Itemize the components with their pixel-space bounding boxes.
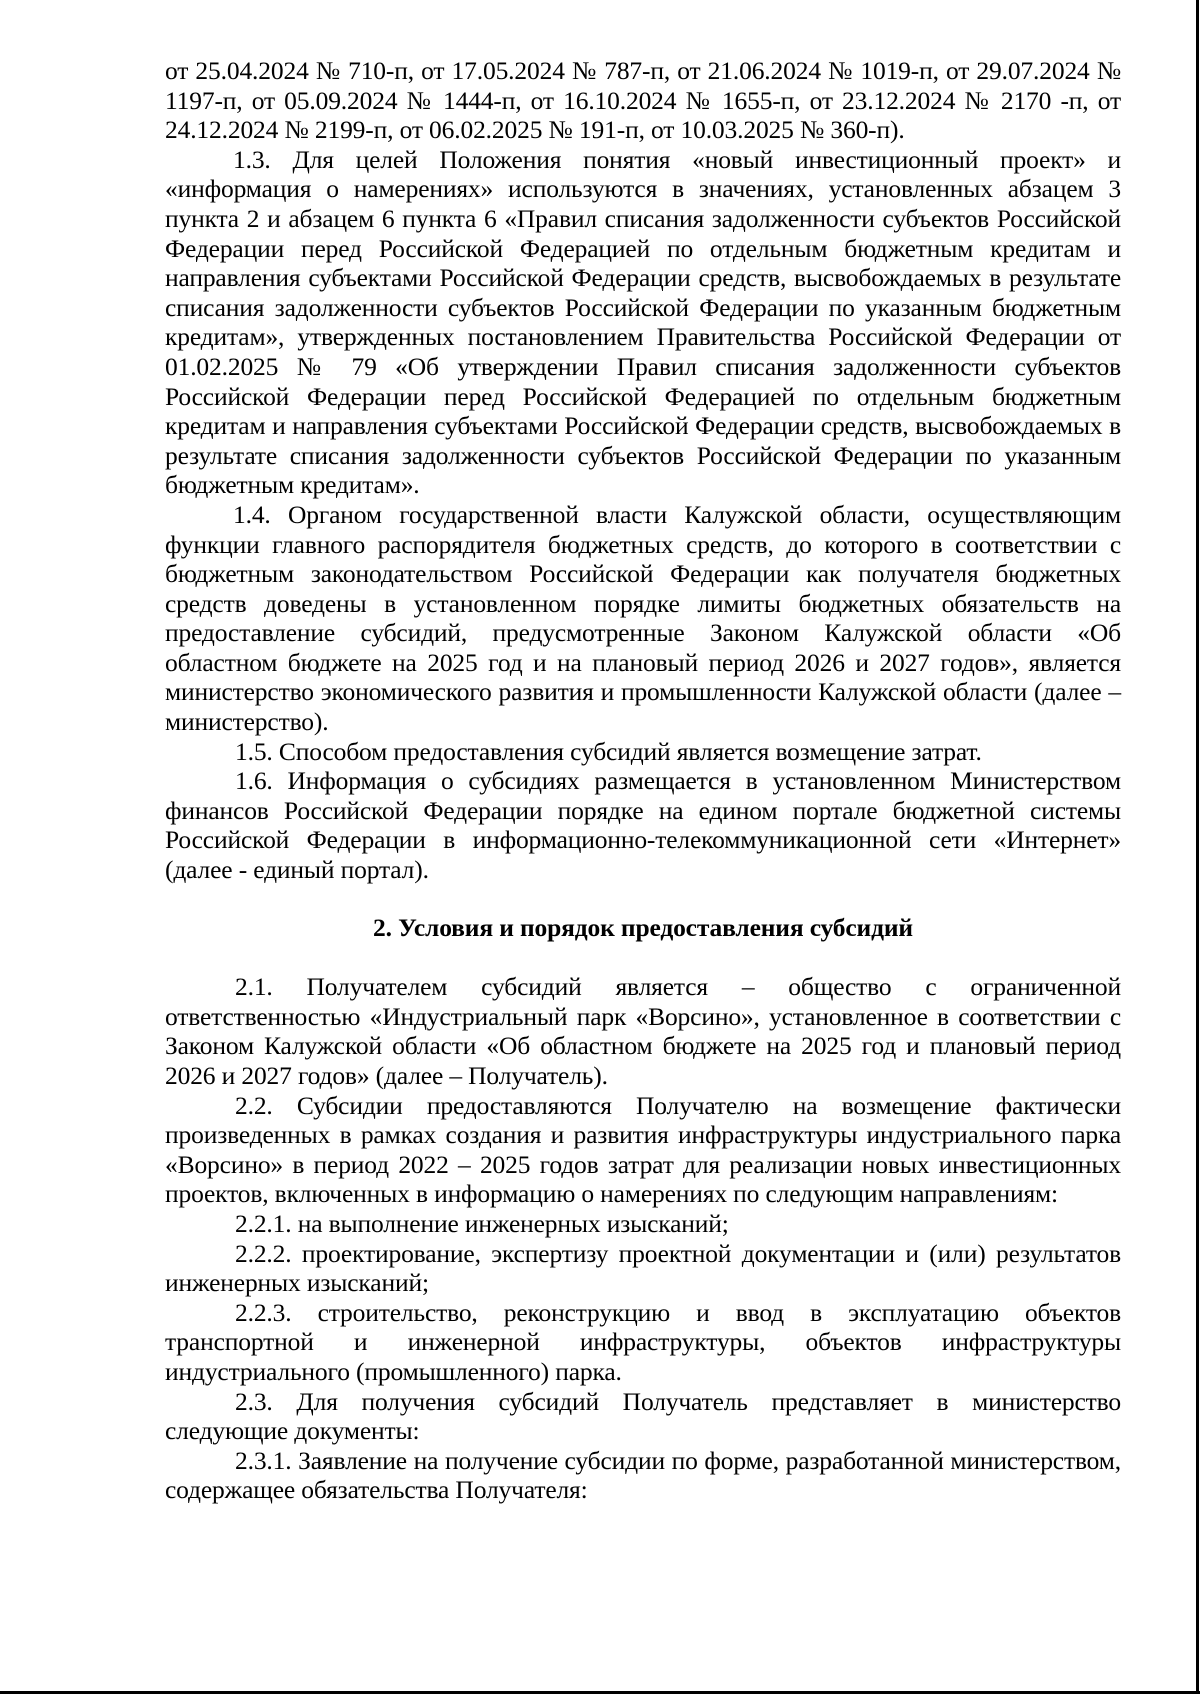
scan-right-edge xyxy=(1196,0,1199,1694)
paragraph-1-4: 1.4. Органом государственной власти Калужской области, осуществляющим функции главного распорядителя бюджетных средств, до которого в соответствии с бюджетным законодательством Российской Федерации как получателя бюджетных средств доведены в установленном порядке лимиты бюджетных обязательств на предоставление субсидий, предусмотренные Законом Калужской области «Об областном бюджете на 2025 год и на плановый период 2026 и 2027 годов», является министерство экономического развития и промышленности Калужской области (далее – министерство). xyxy=(165,499,1121,737)
paragraph-1-3: 1.3. Для целей Положения понятия «новый инвестиционный проект» и «информация о намерениях» используются в значениях, установленных абзацем 3 пункта 2 и абзацем 6 пункта 6 «Правил списания задолженности субъектов Российской Федерации перед Российской Федерацией по отдельным бюджетным кредитам и направления субъектами Российской Федерации средств, высвобождаемых в результате списания задолженности субъектов Российской Федерации по указанным бюджетным кредитам», утвержденных постановлением Правительства Российской Федерации от 01.02.2025 № 79 «Об утверждении Правил списания задолженности субъектов Российской Федерации перед Российской Федерацией по отдельным бюджетным кредитам и направления субъектами Российской Федерации средств, высвобождаемых в результате списания задолженности субъектов Российской Федерации по указанным бюджетным кредитам». xyxy=(165,144,1121,500)
paragraph-2-2-2: 2.2.2. проектирование, экспертизу проектной документации и (или) результатов инженерных изысканий; xyxy=(165,1238,1121,1298)
section-heading: 2. Условия и порядок предоставления субсидий xyxy=(373,912,913,942)
paragraph-2-2-3: 2.2.3. строительство, реконструкцию и ввод в эксплуатацию объектов транспортной и инженерной инфраструктуры, объектов инфраструктуры индустриального (промышленного) парка. xyxy=(165,1297,1121,1386)
paragraph-1-5: 1.5. Способом предоставления субсидий является возмещение затрат. xyxy=(235,736,982,766)
paragraph-2-3-1: 2.3.1. Заявление на получение субсидии по форме, разработанной министерством, содержащее обязательства Получателя: xyxy=(165,1445,1121,1505)
scan-bottom-edge xyxy=(0,1691,1200,1694)
paragraph-2-2: 2.2. Субсидии предоставляются Получателю на возмещение фактически произведенных в рамках создания и развития инфраструктуры индустриального парка «Ворсино» в период 2022 – 2025 годов затрат для реализации новых инвестиционных проектов, включенных в информацию о намерениях по следующим направлениям: xyxy=(165,1090,1121,1209)
paragraph-2-1: 2.1. Получателем субсидий является – общество с ограниченной ответственностью «Индустриальный парк «Ворсино», установленное в соответствии с Законом Калужской области «Об областном бюджете на 2025 год и плановый период 2026 и 2027 годов» (далее – Получатель). xyxy=(165,972,1121,1090)
paragraph-2-2-1: 2.2.1. на выполнение инженерных изысканий; xyxy=(235,1208,729,1238)
paragraph-amendments-list: от 25.04.2024 № 710-п, от 17.05.2024 № 787-п, от 21.06.2024 № 1019-п, от 29.07.2024 № 1197-п, от 05.09.2024 № 1444-п, от 16.10.2024 № 1655-п, от 23.12.2024 № 2170 -п, от 24.12.2024 № 2199-п, от 06.02.2025 № 191-п, от 10.03.2025 № 360-п). xyxy=(165,56,1121,145)
document-page xyxy=(165,56,1121,1505)
paragraph-2-3: 2.3. Для получения субсидий Получатель представляет в министерство следующие документы: xyxy=(165,1386,1121,1446)
paragraph-1-6: 1.6. Информация о субсидиях размещается в установленном Министерством финансов Российской Федерации порядке на едином портале бюджетной системы Российской Федерации в информационно-телекоммуникационной сети «Интернет» (далее - единый портал). xyxy=(165,766,1121,885)
